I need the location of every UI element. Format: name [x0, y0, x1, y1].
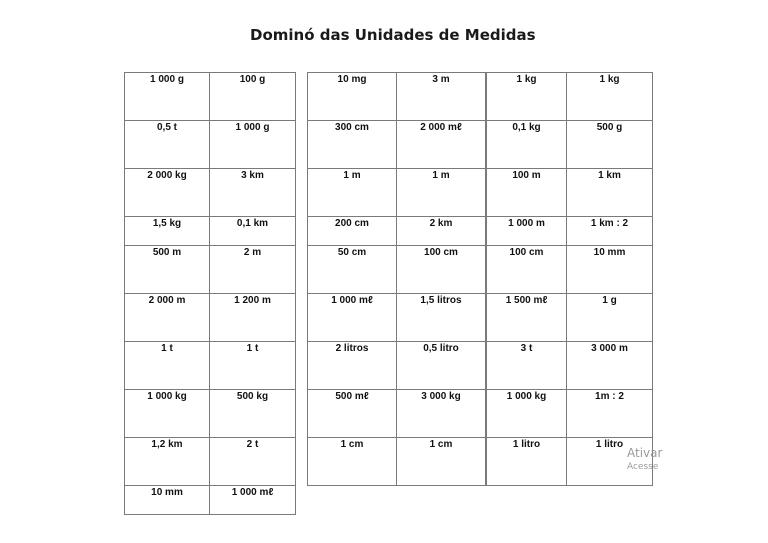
domino-cell: 2 m [210, 246, 296, 294]
table-row [308, 246, 486, 294]
domino-cell: 0,5 t [125, 121, 210, 169]
domino-table-2 [307, 72, 486, 486]
domino-cell: 0,5 litro [397, 342, 486, 390]
table-row [125, 73, 296, 121]
table-row [487, 73, 653, 121]
domino-cell: 2 000 m [125, 294, 210, 342]
table-row [125, 438, 296, 486]
domino-cell: 1 000 kg [125, 390, 210, 438]
domino-cell: 3 t [487, 342, 567, 390]
domino-cell: 3 km [210, 169, 296, 217]
domino-cell: 2 litros [308, 342, 397, 390]
table-row [308, 342, 486, 390]
domino-cell: 1 kg [567, 73, 653, 121]
domino-cell: 500 kg [210, 390, 296, 438]
domino-cell: 0,1 kg [487, 121, 567, 169]
domino-cell: 300 cm [308, 121, 397, 169]
watermark-line-1: Ativar [627, 446, 663, 460]
table-row [308, 73, 486, 121]
domino-cell: 1 kg [487, 73, 567, 121]
domino-cell: 10 mm [125, 486, 210, 515]
domino-cell: 1 t [210, 342, 296, 390]
table-row [125, 246, 296, 294]
table-row [125, 169, 296, 217]
domino-cell: 1,5 litros [397, 294, 486, 342]
table-row [487, 294, 653, 342]
domino-cell: 200 cm [308, 217, 397, 246]
table-row [308, 438, 486, 486]
domino-cell: 500 g [567, 121, 653, 169]
domino-cell: 2 km [397, 217, 486, 246]
table-row [125, 390, 296, 438]
table-row [487, 390, 653, 438]
domino-cell: 1 m [397, 169, 486, 217]
domino-cell: 1 cm [397, 438, 486, 486]
domino-cell: 2 000 kg [125, 169, 210, 217]
domino-cell: 50 cm [308, 246, 397, 294]
domino-cell: 1 000 m [487, 217, 567, 246]
document-title: Dominó das Unidades de Medidas [250, 26, 536, 44]
domino-cell: 500 m [125, 246, 210, 294]
domino-cell: 1 cm [308, 438, 397, 486]
domino-cell: 10 mm [567, 246, 653, 294]
table-row [308, 294, 486, 342]
domino-cell: 10 mg [308, 73, 397, 121]
table-row [125, 486, 296, 515]
domino-cell: 100 g [210, 73, 296, 121]
domino-cell: 1 000 mℓ [308, 294, 397, 342]
domino-cell: 3 000 kg [397, 390, 486, 438]
domino-cell: 1 t [125, 342, 210, 390]
domino-cell: 100 cm [397, 246, 486, 294]
domino-cell: 1 km [567, 169, 653, 217]
domino-cell: 1 litro [487, 438, 567, 486]
domino-cell: 1 000 g [210, 121, 296, 169]
domino-cell: 1,2 km [125, 438, 210, 486]
activation-watermark [627, 446, 662, 473]
table-row [125, 294, 296, 342]
table-row [308, 121, 486, 169]
domino-cell: 1 litro [567, 438, 653, 486]
domino-cell: 500 mℓ [308, 390, 397, 438]
table-row [125, 217, 296, 246]
domino-cell: 1m : 2 [567, 390, 653, 438]
domino-cell: 2 000 mℓ [397, 121, 486, 169]
table-row [487, 342, 653, 390]
table-row [487, 246, 653, 294]
domino-cell: 0,1 km [210, 217, 296, 246]
domino-cell: 1 g [567, 294, 653, 342]
domino-cell: 3 000 m [567, 342, 653, 390]
table-row [125, 121, 296, 169]
domino-cell: 1 200 m [210, 294, 296, 342]
table-row [308, 169, 486, 217]
table-row [308, 217, 486, 246]
domino-cell: 100 cm [487, 246, 567, 294]
table-row [487, 169, 653, 217]
domino-cell: 1 000 g [125, 73, 210, 121]
domino-cell: 1,5 kg [125, 217, 210, 246]
domino-table-1 [124, 72, 296, 515]
table-row [487, 217, 653, 246]
domino-table-3 [486, 72, 653, 486]
domino-cell: 100 m [487, 169, 567, 217]
domino-cell: 2 t [210, 438, 296, 486]
watermark-line-2: Acesse [627, 462, 659, 472]
domino-cell: 1 000 kg [487, 390, 567, 438]
domino-cell: 1 m [308, 169, 397, 217]
table-row [125, 342, 296, 390]
domino-cell: 1 500 mℓ [487, 294, 567, 342]
domino-cell: 1 000 mℓ [210, 486, 296, 515]
domino-cell: 3 m [397, 73, 486, 121]
table-row [308, 390, 486, 438]
table-row [487, 121, 653, 169]
domino-cell: 1 km : 2 [567, 217, 653, 246]
